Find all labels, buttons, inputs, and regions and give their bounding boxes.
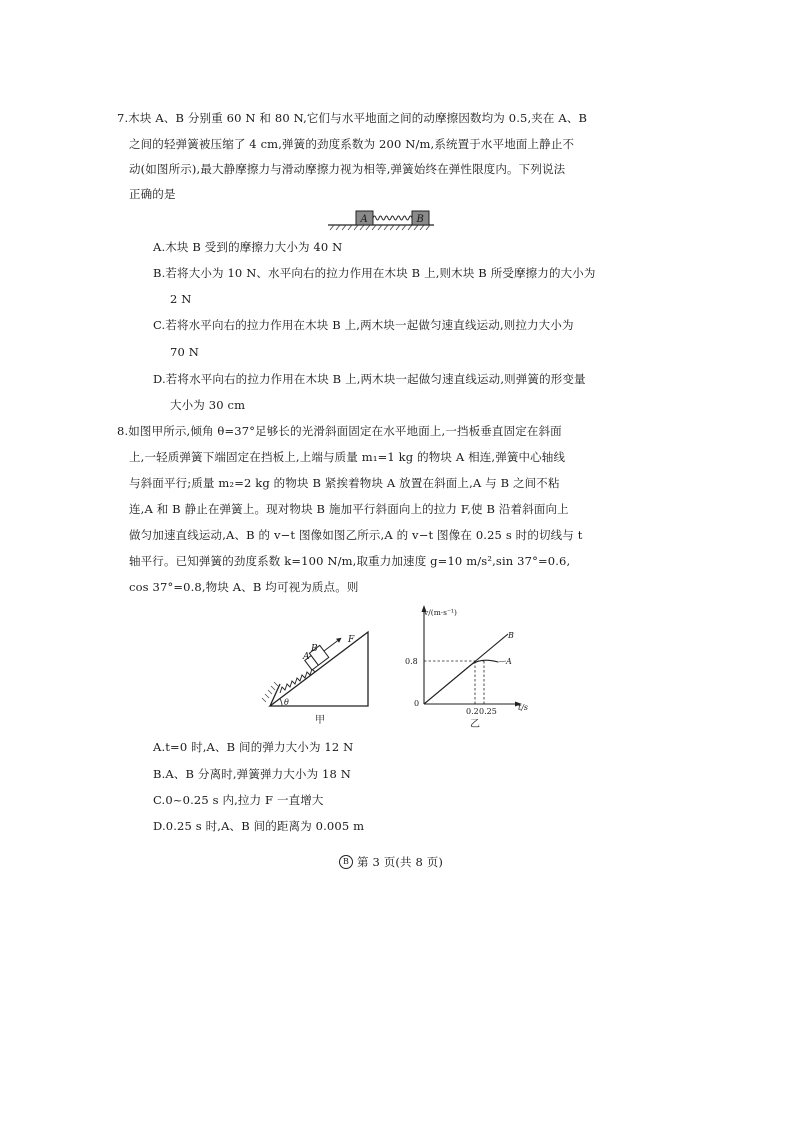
- q8-option-c: C.0~0.25 s 内,拉力 F 一直增大: [153, 793, 324, 807]
- series-a-label: A: [506, 657, 512, 666]
- q8-stem-line-2: 上,一轻质弹簧下端固定在挡板上,上端与质量 m₁=1 kg 的物块 A 相连,弹簧中心轴线: [129, 450, 566, 464]
- caption-yi: 乙: [470, 719, 480, 730]
- q7-option-c: C.若将水平向右的拉力作用在木块 B 上,两木块一起做匀速直线运动,则拉力大小为: [153, 318, 574, 332]
- q7-stem-line-3: 动(如图所示),最大静摩擦力与滑动摩擦力视为相等,弹簧始终在弹性限度内。下列说法: [129, 162, 566, 176]
- series-a-curve: [424, 660, 498, 704]
- spring-coil: [373, 216, 412, 220]
- q7-option-b-cont: 2 N: [170, 292, 192, 306]
- block-a-label: A: [360, 214, 368, 225]
- q7-option-d: D.若将水平向右的拉力作用在木块 B 上,两木块一起做匀速直线运动,则弹簧的形变量: [153, 372, 586, 386]
- q7-option-c-cont: 70 N: [170, 345, 199, 359]
- q7-stem-line-4: 正确的是: [129, 187, 176, 201]
- series-b-label: B: [508, 631, 514, 640]
- page-footer: [339, 854, 443, 870]
- origin-label: 0: [414, 699, 420, 708]
- q7-option-b: B.若将大小为 10 N、水平向右的拉力作用在木块 B 上,则木块 B 所受摩擦力的大小为: [153, 266, 596, 280]
- incline-spring: [280, 669, 315, 693]
- x-tick-label-1: 0.2: [466, 707, 479, 716]
- y-axis-label: v/(m·s⁻¹): [424, 608, 457, 617]
- q8-stem-line-3: 与斜面平行;质量 m₂=2 kg 的物块 B 紧挨着物块 A 放置在斜面上,A 与 B 之间不粘: [129, 476, 560, 490]
- label-f-jia: F: [348, 635, 355, 645]
- q8-stem-line-1: 8.如图甲所示,倾角 θ=37°足够长的光滑斜面固定在水平地面上,一挡板垂直固定在斜面: [117, 424, 562, 438]
- y-tick-label: 0.8: [405, 657, 418, 666]
- q7-stem-line-1: 7.木块 A、B 分别重 60 N 和 80 N,它们与水平地面之间的动摩擦因数均为 0.5,夹在 A、B: [117, 111, 588, 125]
- q8-option-b: B.A、B 分离时,弹簧弹力大小为 18 N: [153, 767, 351, 781]
- label-a-jia: A: [303, 652, 310, 662]
- block-b-label: B: [416, 214, 424, 225]
- label-b-jia: B: [311, 644, 318, 654]
- caption-jia: 甲: [315, 715, 325, 726]
- q7-option-d-cont: 大小为 30 cm: [170, 398, 246, 412]
- figure-yi-vt-graph: [390, 604, 540, 730]
- x-axis-label: t/s: [518, 703, 529, 712]
- q8-option-a: A.t=0 时,A、B 间的弹力大小为 12 N: [153, 740, 354, 754]
- paper-version-badge: B: [339, 855, 353, 869]
- label-theta: θ: [284, 698, 289, 707]
- q7-stem-line-2: 之间的轻弹簧被压缩了 4 cm,弹簧的劲度系数为 200 N/m,系统置于水平地面上静止不: [129, 137, 575, 151]
- q8-stem-line-5: 做匀加速直线运动,A、B 的 v−t 图像如图乙所示,A 的 v−t 图像在 0.25 s 时的切线与 t: [129, 528, 583, 542]
- x-tick-label-2: 0.25: [479, 707, 497, 716]
- q8-stem-line-6: 轴平行。已知弹簧的劲度系数 k=100 N/m,取重力加速度 g=10 m/s²,sin 37°=0.6,: [129, 554, 571, 568]
- q8-stem-line-7: cos 37°=0.8,物块 A、B 均可视为质点。则: [129, 580, 359, 594]
- q7-option-a: A.木块 B 受到的摩擦力大小为 40 N: [153, 240, 343, 254]
- q8-stem-line-4: 连,A 和 B 静止在弹簧上。现对物块 B 施加平行斜面向上的拉力 F,使 B 沿着斜面向上: [129, 502, 569, 516]
- q7-spring-figure: [328, 207, 434, 231]
- page-number-text: 第 3 页(共 8 页): [357, 855, 444, 869]
- figure-jia-incline: [260, 626, 380, 726]
- q8-option-d: D.0.25 s 时,A、B 间的距离为 0.005 m: [153, 819, 365, 833]
